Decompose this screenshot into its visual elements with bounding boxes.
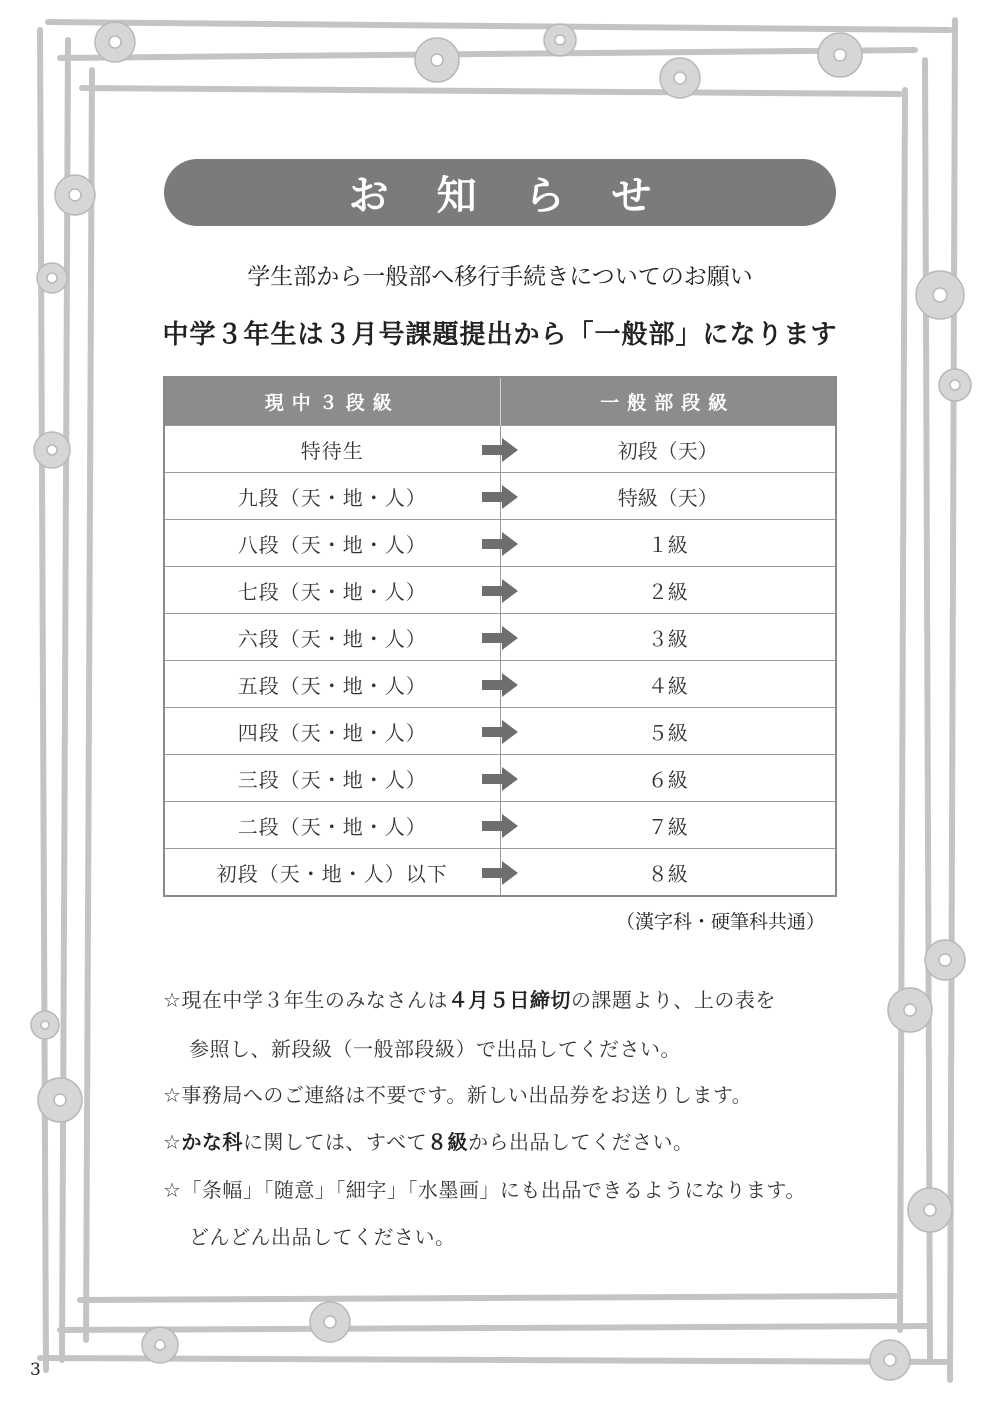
new-grade: １級 xyxy=(500,520,836,567)
right-arrow-icon xyxy=(482,579,518,603)
notice-title: お知らせ xyxy=(164,159,836,226)
new-grade: ４級 xyxy=(500,661,836,708)
current-grade: 六段（天・地・人） xyxy=(237,626,427,651)
right-arrow-icon xyxy=(482,438,518,462)
current-grade: 九段（天・地・人） xyxy=(237,485,427,510)
right-arrow-icon xyxy=(482,814,518,838)
current-grade: 初段（天・地・人）以下 xyxy=(216,861,448,886)
right-arrow-icon xyxy=(482,673,518,697)
note-text: ☆現在中学３年生のみなさんは xyxy=(163,988,448,1012)
plum-flower-icon xyxy=(34,432,70,468)
note-kana-course: かな科 xyxy=(181,1130,243,1154)
note-grade: ８級 xyxy=(427,1130,469,1154)
note-line: どんどん出品してください。 xyxy=(189,1225,456,1249)
table-row xyxy=(164,802,836,849)
table-row xyxy=(164,708,836,755)
table-row xyxy=(164,755,836,802)
right-arrow-icon xyxy=(482,626,518,650)
current-grade: 五段（天・地・人） xyxy=(237,673,427,698)
table-footnote: （漢字科・硬筆科共通） xyxy=(615,911,825,933)
plum-flower-icon xyxy=(870,1340,910,1380)
note-text: の課題より、上の表を xyxy=(570,988,776,1012)
page-number: 3 xyxy=(30,1360,41,1380)
plum-flower-icon xyxy=(818,33,862,77)
table-row xyxy=(164,473,836,520)
plum-flower-icon xyxy=(55,175,95,215)
header-current-grade: 現中３段級 xyxy=(164,377,500,426)
plum-flower-icon xyxy=(939,369,971,401)
table-row xyxy=(164,520,836,567)
table-row xyxy=(164,849,836,897)
current-grade: 四段（天・地・人） xyxy=(237,720,427,745)
current-grade: 七段（天・地・人） xyxy=(237,579,427,604)
new-grade: ３級 xyxy=(500,614,836,661)
table-row xyxy=(164,661,836,708)
note-line: 参照し、新段級（一般部段級）で出品してください。 xyxy=(189,1037,681,1061)
new-grade: ７級 xyxy=(500,802,836,849)
current-grade: 二段（天・地・人） xyxy=(237,814,427,839)
right-arrow-icon xyxy=(482,767,518,791)
new-grade: 特級（天） xyxy=(500,473,836,520)
note-line xyxy=(163,984,776,1013)
plum-flower-icon xyxy=(925,940,965,980)
note-text: から出品してください。 xyxy=(468,1130,694,1154)
right-arrow-icon xyxy=(482,720,518,744)
plum-flower-icon xyxy=(888,988,932,1032)
note-line: ☆事務局へのご連絡は不要です。新しい出品券をお送りします。 xyxy=(163,1083,753,1107)
right-arrow-icon xyxy=(482,861,518,885)
header-general-grade: 一般部段級 xyxy=(500,377,836,426)
right-arrow-icon xyxy=(482,485,518,509)
headline: 中学３年生は３月号課題提出から「一般部」になります xyxy=(162,320,838,350)
subtitle: 学生部から一般部へ移行手続きについてのお願い xyxy=(247,264,753,290)
note-deadline: ４月５日締切 xyxy=(447,988,571,1012)
new-grade: ６級 xyxy=(500,755,836,802)
new-grade: ５級 xyxy=(500,708,836,755)
plum-flower-icon xyxy=(908,1188,952,1232)
plum-flower-icon xyxy=(660,58,700,98)
plum-flower-icon xyxy=(142,1327,178,1363)
current-grade: 特待生 xyxy=(300,438,364,463)
note-line xyxy=(163,1126,694,1155)
table-row xyxy=(164,614,836,661)
plum-flower-icon xyxy=(310,1302,350,1342)
plum-flower-icon xyxy=(544,24,576,56)
current-grade: 八段（天・地・人） xyxy=(237,532,427,557)
note-text: に関しては、すべて xyxy=(242,1130,428,1154)
plum-flower-icon xyxy=(95,22,135,62)
plum-flower-icon xyxy=(415,38,459,82)
table-row xyxy=(164,567,836,614)
note-line: ☆「条幅」「随意」「細字」「水墨画」にも出品できるようになります。 xyxy=(163,1178,806,1202)
table-row xyxy=(164,426,836,473)
note-text: ☆ xyxy=(163,1130,182,1154)
current-grade: 三段（天・地・人） xyxy=(237,767,427,792)
right-arrow-icon xyxy=(482,532,518,556)
new-grade: 初段（天） xyxy=(500,426,836,473)
plum-flower-icon xyxy=(38,1078,82,1122)
grade-conversion-table xyxy=(163,376,837,897)
new-grade: ８級 xyxy=(500,849,836,897)
plum-flower-icon xyxy=(31,1011,59,1039)
new-grade: ２級 xyxy=(500,567,836,614)
table-header-row xyxy=(164,377,836,426)
